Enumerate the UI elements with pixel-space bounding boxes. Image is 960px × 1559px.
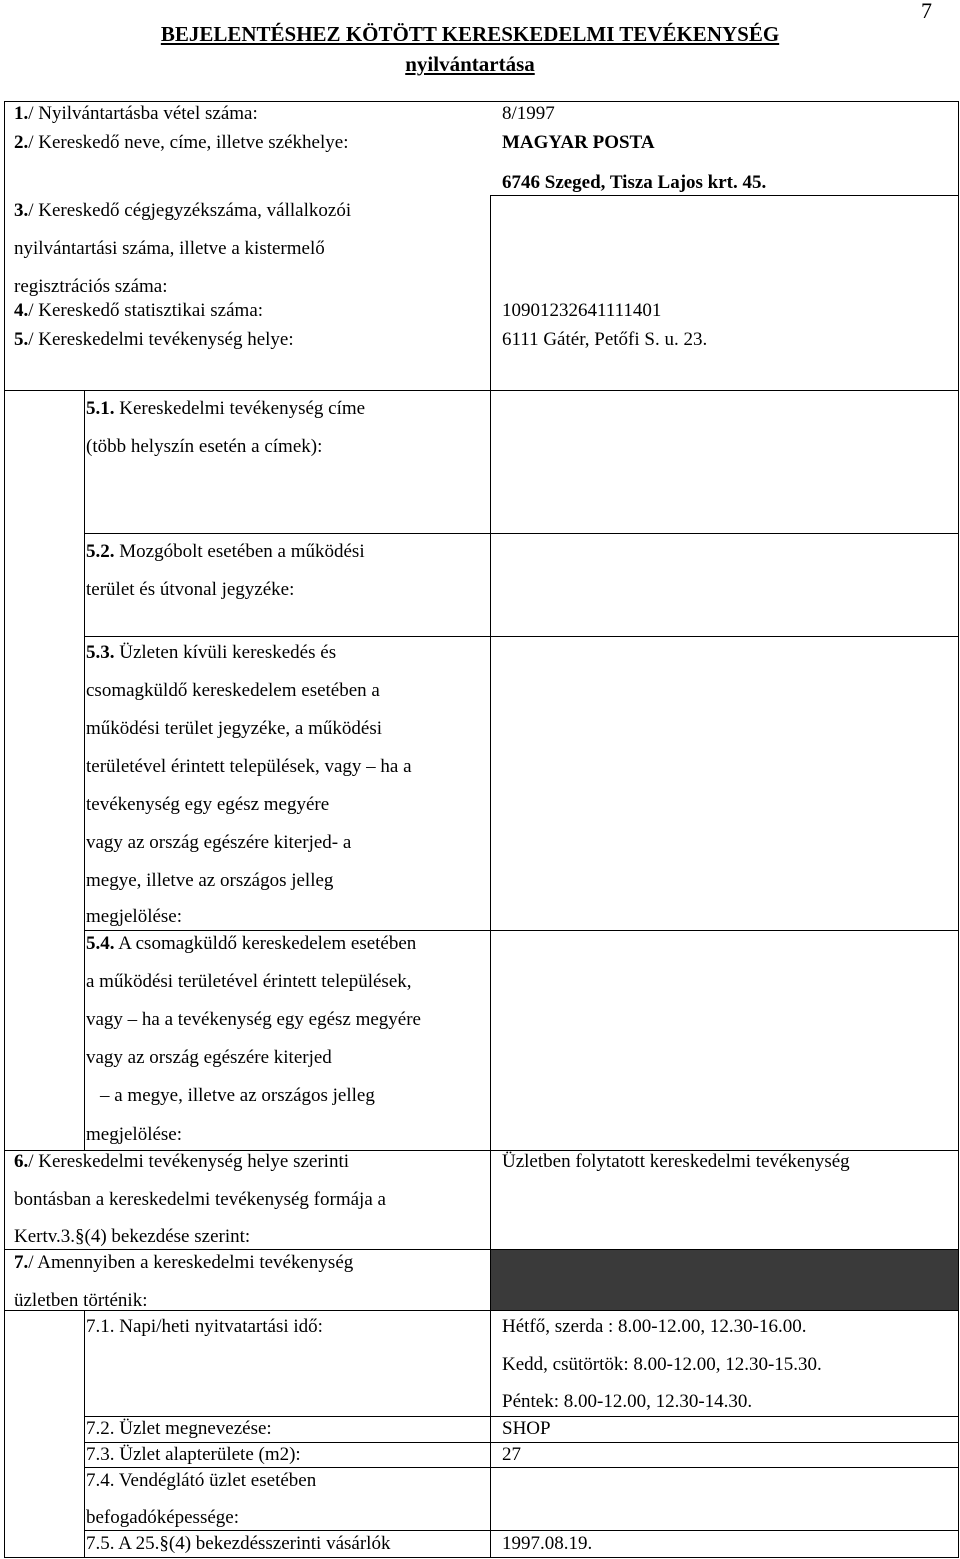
row-divider [4,390,958,391]
row-5-3-line: megjelölése: [86,906,183,927]
subsection-left-divider [84,1310,85,1557]
row-4-value: 10901232641111401 [502,300,662,321]
row-6-label-3: Kertv.3.§(4) bekezdése szerint: [14,1226,251,1247]
document-title: BEJELENTÉSHEZ KÖTÖTT KERESKEDELMI TEVÉKENYSÉG [160,22,780,46]
row-6-value: Üzletben folytatott kereskedelmi tevékenység [502,1151,850,1172]
document-subtitle: nyilvántartása [405,52,535,76]
row-4-label: 4./ Kereskedő statisztikai száma: [14,300,264,321]
row-5-4-line: vagy az ország egészére kiterjed [86,1047,332,1068]
table-left-border [4,101,5,1558]
row-7-3-label: 7.3. Üzlet alapterülete (m2): [86,1444,301,1465]
row-5-3-line: tevékenység egy egész megyére [86,794,330,815]
row-1-label: 1./ Nyilvántartásba vétel száma: [14,103,258,124]
table-right-border [958,101,959,1558]
row-5-4-line: vagy – ha a tevékenység egy egész megyére [86,1009,421,1030]
row-2-label: 2./ Kereskedő neve, címe, illetve székhelye: [14,132,349,153]
row-5-3-line: csomagküldő kereskedelem esetében a [86,680,380,701]
row-divider [84,1530,958,1531]
table-top-border [4,101,958,102]
row-7-label: 7./ Amennyiben a kereskedelmi tevékenység [14,1252,354,1273]
subsection-left-divider [84,390,85,1150]
page-number: 7 [921,0,932,23]
row-5-1-label: 5.1. Kereskedelmi tevékenység címe [86,398,366,419]
shaded-cell [491,1250,958,1310]
row-3-label: 3./ Kereskedő cégjegyzékszáma, vállalkozói [14,200,352,221]
row-6-label: 6./ Kereskedelmi tevékenység helye szerinti [14,1151,350,1172]
row-7-5-value: 1997.08.19. [502,1533,593,1554]
row-5-3-label: 5.3. Üzleten kívüli kereskedés és [86,642,337,663]
row-3-label-3: regisztrációs száma: [14,276,168,297]
row-divider [84,930,958,931]
row-1-value: 8/1997 [502,103,555,124]
row-5-4-line: megjelölése: [86,1124,183,1145]
row-7-1-value-2: Kedd, csütörtök: 8.00-12.00, 12.30-15.30. [502,1354,822,1375]
row-6-label-2: bontásban a kereskedelmi tevékenység formája a [14,1189,386,1210]
row-7-5-label: 7.5. A 25.§(4) bekezdésszerinti vásárlók [86,1533,391,1554]
row-5-4-label: 5.4. A csomagküldő kereskedelem esetében [86,933,417,954]
row-5-4-line: a működési területével érintett települések, [86,971,412,992]
row-3-label-2: nyilvántartási száma, illetve a kistermelő [14,238,325,259]
row-7-label-2: üzletben történik: [14,1290,148,1311]
row-5-3-line: megye, illetve az országos jelleg [86,870,334,891]
row-5-value: 6111 Gátér, Petőfi S. u. 23. [502,329,708,350]
row-5-3-line: területével érintett települések, vagy – ha a [86,756,412,777]
row-7-4-label-2: befogadóképessége: [86,1507,239,1528]
table-bottom-border [4,1557,958,1558]
column-divider [490,195,491,1557]
row-5-3-line: működési terület jegyzéke, a működési [86,718,382,739]
row-7-2-label: 7.2. Üzlet megnevezése: [86,1418,272,1439]
row-divider [84,1416,958,1417]
row-5-4-line: – a megye, illetve az országos jelleg [100,1085,375,1106]
row-divider [84,636,958,637]
row-7-1-value-3: Péntek: 8.00-12.00, 12.30-14.30. [502,1391,753,1412]
row-divider [490,195,958,196]
row-7-1-value-1: Hétfő, szerda : 8.00-12.00, 12.30-16.00. [502,1316,807,1337]
row-5-1-label-2: (több helyszín esetén a címek): [86,436,323,457]
row-5-2-label: 5.2. Mozgóbolt esetében a működési [86,541,365,562]
row-5-label: 5./ Kereskedelmi tevékenység helye: [14,329,294,350]
row-5-2-label-2: terület és útvonal jegyzéke: [86,579,295,600]
row-7-3-value: 27 [502,1444,521,1465]
row-2-value-name: MAGYAR POSTA [502,132,655,153]
row-7-4-label: 7.4. Vendéglátó üzlet esetében [86,1470,317,1491]
row-divider [84,533,958,534]
row-divider [84,1467,958,1468]
row-2-value-address: 6746 Szeged, Tisza Lajos krt. 45. [502,172,767,193]
row-7-1-label: 7.1. Napi/heti nyitvatartási idő: [86,1316,323,1337]
row-5-3-line: vagy az ország egészére kiterjed- a [86,832,352,853]
row-divider [84,1442,958,1443]
row-7-2-value: SHOP [502,1418,551,1439]
